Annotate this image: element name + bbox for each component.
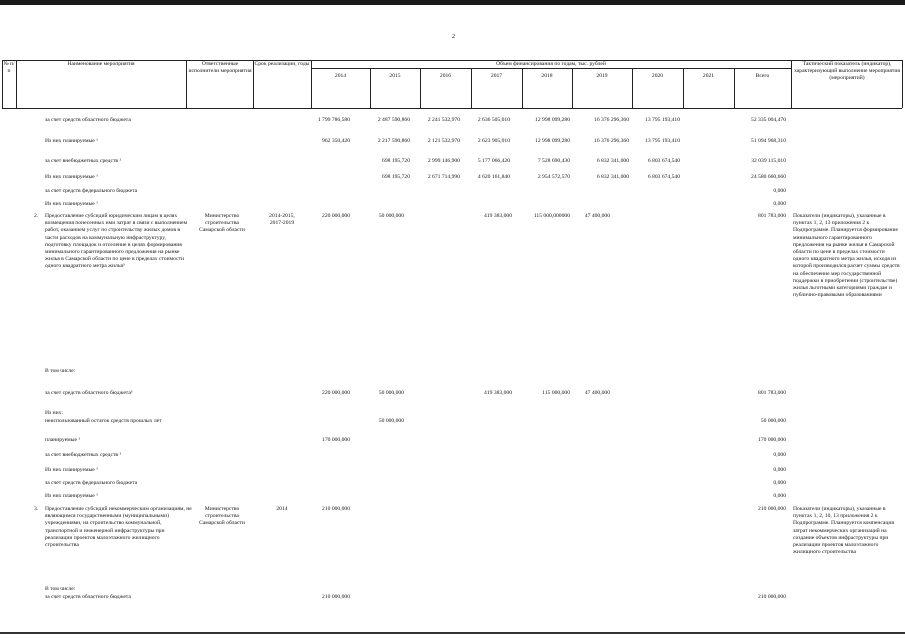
cell-value: 419 383,000: [484, 390, 512, 396]
including-label: В том числе:: [45, 368, 76, 374]
cell-value: 0,000: [773, 480, 786, 486]
cell-value: 115 000,000: [542, 390, 570, 396]
header-bottom-line: [2, 108, 902, 109]
cell-value: 170 000,000: [322, 437, 350, 443]
cell-value: 50 000,000: [378, 213, 404, 219]
cell-value: 2 636 505,010: [477, 117, 510, 123]
cell-value: 698 195,720: [382, 174, 410, 180]
row-label: за счет внебюджетных средств ²: [45, 158, 122, 164]
header-year: 2020: [651, 73, 664, 79]
grid-line: [902, 60, 903, 108]
item-name: Предоставление субсидий некоммерческим организациям, не являющимся государственными (муниципальными) учреждениями, на строительство коммунальной, транспортной и инженерной инфраструктуры при реализации проектов малоэтажного жилищного строительства: [45, 506, 192, 549]
item-executor: Министерство строительства Самарской области: [199, 213, 245, 234]
row-label: за счет средств областного бюджета: [45, 117, 131, 123]
cell-value: 0,000: [773, 188, 786, 194]
cell-value: 1 799 786,580: [317, 117, 350, 123]
grid-line: [186, 60, 187, 108]
row-label: за счет внебюджетных средств ²: [45, 452, 122, 458]
cell-value: 6 832 341,000: [596, 174, 629, 180]
cell-value: 51 094 968,310: [751, 138, 786, 144]
item-indicator: Показатели (индикаторы), указанные в пунктах 1, 2, 13 приложения 2 к Подпрограмме. Планируется формирование минимального гарантированного предложения на рынке жилья в Самарской области по цене в пределах стоимости одного квадратного метра жилья, исходя из которой производился расчет суммы средств на обеспечение мер государственной поддержки в приобретении (строительстве) жилья льготными категориями граждан и публично-правовыми образованиями: [793, 213, 900, 299]
row-label: планируемые ¹: [45, 437, 81, 443]
cell-value: 12 998 099,280: [535, 117, 570, 123]
bottom-border: [0, 632, 905, 634]
cell-value: 2 954 572,570: [537, 174, 570, 180]
row-label: за счет средств федерального бюджета: [45, 188, 138, 194]
cell-value: 962 350,420: [322, 138, 350, 144]
header-financing: Объем финансирования по годам, тыс. рублей: [496, 61, 606, 67]
cell-value: 2 487 590,860: [377, 117, 410, 123]
cell-value: 6 803 674,540: [647, 174, 680, 180]
item-number: 3.: [34, 506, 39, 512]
item-term: 2014-2015, 2017-2019: [269, 213, 295, 227]
cell-value: 2 121 532,970: [427, 138, 460, 144]
cell-value: 2 671 714,990: [427, 174, 460, 180]
cell-value: 7 528 690,430: [537, 158, 570, 164]
item-indicator: Показатели (индикаторы), указанные в пунктах 1, 2, 10, 13 приложения 2 к Подпрограмме. Планируется компенсация затрат некоммерческих организаций на создание объектов инфраструктуры при реализации проектов малоэтажного жилищного строительства: [793, 506, 894, 556]
top-border: [0, 0, 905, 5]
grid-line: [791, 60, 792, 108]
cell-value: 52 335 004,470: [751, 117, 786, 123]
cell-value: 32 039 115,010: [751, 158, 786, 164]
including-label: В том числе:: [45, 586, 76, 592]
cell-value: 5 177 066,420: [477, 158, 510, 164]
header-mid-line: [311, 68, 791, 69]
cell-value: 2 999 146,900: [427, 158, 460, 164]
cell-value: 210 000,000: [758, 594, 786, 600]
cell-value: 6 832 341,000: [596, 158, 629, 164]
cell-value: 0,000: [773, 493, 786, 499]
header-year: 2019: [596, 73, 608, 79]
cell-value: 47 400,000: [584, 390, 610, 396]
cell-value: 13 795 193,410: [645, 138, 680, 144]
cell-value: 24 580 660,660: [751, 174, 786, 180]
cell-value: 419 383,000: [484, 213, 512, 219]
header-year: 2015: [389, 73, 401, 79]
cell-value: 50 000,000: [378, 418, 404, 424]
cell-value: 210 000,000: [322, 506, 350, 512]
row-label: Из них:: [45, 410, 63, 416]
item-name: Предоставление субсидий юридическим лицам в целях возмещения понесенных ими затрат в связи с выполнением работ, оказанием услуг по строительству жилых домов в части расходов на коммунальную инфраструктуру, подготовку площадок и отселение в целях формирования минимального гарантированного предложения на рынке жилья в Самарской области по цене в пределах стоимости одного квадратного метра жилья³: [45, 213, 188, 270]
cell-value: 2 623 905,010: [477, 138, 510, 144]
cell-value: 12 998 099,280: [535, 138, 570, 144]
cell-value: 0,000: [773, 467, 786, 473]
header-name: Наименование мероприятия: [67, 61, 135, 67]
row-label: за счет средств областного бюджета³: [45, 390, 133, 396]
cell-value: 6 803 674,540: [647, 158, 680, 164]
cell-value: 0,000: [773, 452, 786, 458]
header-exec: Ответственные исполнители мероприятия: [188, 61, 252, 74]
row-label: Из них планируемые ¹: [45, 174, 98, 180]
cell-value: 13 795 193,410: [645, 117, 680, 123]
cell-value: 801 783,000: [758, 213, 786, 219]
row-label: Из них планируемые ¹: [45, 201, 98, 207]
header-num: № п/п: [3, 61, 15, 74]
page-number: 2: [452, 34, 455, 40]
cell-value: 50 000,000: [378, 390, 404, 396]
cell-value: 801 783,000: [758, 390, 786, 396]
header-indicator: Тактический показатель (индикатор), характеризующий выполнение мероприятия (мероприятий): [794, 61, 900, 81]
cell-value: 16 376 296,360: [594, 117, 629, 123]
cell-value: 220 000,000: [322, 213, 350, 219]
header-year: 2016: [439, 73, 452, 79]
row-label: за счет средств областного бюджета: [45, 594, 131, 600]
header-year: 2018: [541, 73, 553, 79]
cell-value: 16 376 296,360: [594, 138, 629, 144]
row-label: Из них планируемые ¹: [45, 467, 98, 473]
header-year: 2021: [702, 73, 715, 79]
cell-value: 2 217 590,860: [377, 138, 410, 144]
header-year: 2014: [334, 73, 347, 79]
cell-value: 2 241 532,970: [427, 117, 460, 123]
row-label: Из них планируемые ¹: [45, 138, 98, 144]
item-term: 2014: [276, 506, 288, 512]
row-label: неиспользованный остаток средств прошлых лет: [45, 418, 162, 424]
header-year: 2017: [490, 73, 503, 79]
header-term: Срок реализации, годы: [254, 61, 310, 67]
cell-value: 170 000,000: [758, 437, 786, 443]
cell-value: 50 000,000: [760, 418, 786, 424]
cell-value: 698 195,720: [382, 158, 410, 164]
row-label: Из них планируемые ¹: [45, 493, 98, 499]
header-year-total: Всего: [755, 73, 770, 79]
item-number: 2.: [34, 213, 39, 219]
cell-value: 115 000,000000: [533, 213, 570, 219]
item-executor: Министерство строительства Самарской области: [199, 506, 245, 527]
cell-value: 210 000,000: [322, 594, 350, 600]
row-label: за счет средств федерального бюджета: [45, 480, 138, 486]
cell-value: 0,000: [773, 201, 786, 207]
cell-value: 4 620 161,840: [477, 174, 510, 180]
cell-value: 210 000,000: [758, 506, 786, 512]
cell-value: 47 400,000: [584, 213, 610, 219]
cell-value: 220 000,000: [322, 390, 350, 396]
